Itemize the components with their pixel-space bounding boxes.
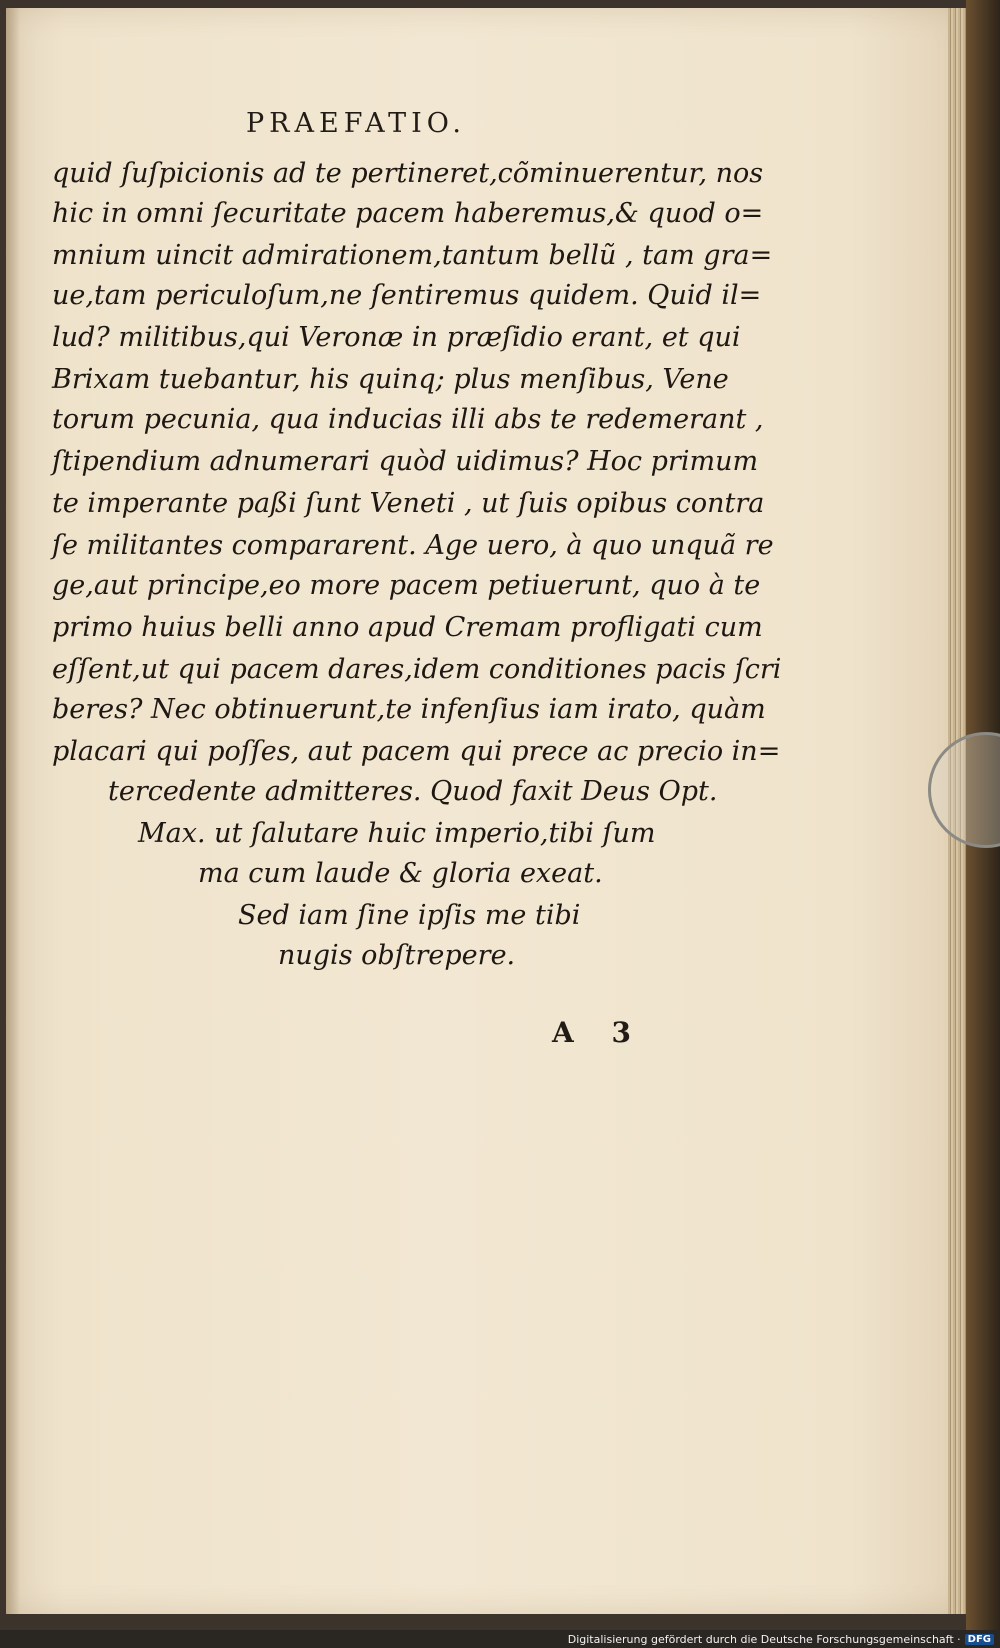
digitization-footer (568, 1633, 994, 1646)
text-line: lud? militibus,qui Veronæ in præſidio erant, et qui (52, 322, 741, 353)
text-line: Brixam tuebantur, his quinq; plus menſibus, Vene (52, 364, 729, 395)
text-line: Sed iam ſine ipſis me tibi (238, 900, 581, 931)
page-heading: PRAEFATIO. (246, 108, 466, 139)
signature-mark: A 3 (552, 1016, 645, 1049)
text-line: beres? Nec obtinuerunt,te infenſius iam irato, quàm (52, 694, 766, 725)
text-line: mnium uincit admirationem,tantum bellũ , tam gra= (52, 240, 773, 271)
text-line: ſe militantes compararent. Age uero, à quo unquã re (52, 530, 774, 561)
text-line: tercedente admitteres. Quod faxit Deus Opt. (108, 776, 718, 807)
text-line: ſtipendium adnumerari quòd uidimus? Hoc primum (52, 446, 759, 477)
text-line: torum pecunia, qua inducias illi abs te redemerant , (52, 404, 764, 435)
text-line: nugis obſtrepere. (278, 940, 516, 971)
text-line: ma cum laude & gloria exeat. (198, 858, 603, 889)
text-line: primo huius belli anno apud Cremam profligati cum (52, 612, 763, 643)
text-line: hic in omni ſecuritate pacem haberemus,& quod o= (52, 198, 764, 229)
text-line: te imperante paßi ſunt Veneti , ut ſuis opibus contra (52, 488, 765, 519)
text-line: quid ſuſpicionis ad te pertineret,cõminuerentur, nos (52, 158, 764, 189)
text-line: eſſent,ut qui pacem dares,idem conditiones pacis ſcri (52, 654, 782, 685)
text-line: ue,tam periculoſum,ne ſentiremus quidem. Quid il= (52, 280, 762, 311)
footer-text: Digitalisierung gefördert durch die Deutsche Forschungsgemeinschaft · (567, 1633, 961, 1646)
text-line: Max. ut ſalutare huic imperio,tibi ſum (138, 818, 656, 849)
text-line: placari qui poſſes, aut pacem qui prece ac precio in= (52, 736, 781, 767)
dfg-logo: DFG (965, 1634, 994, 1645)
text-line: ge,aut principe,eo more pacem petiuerunt, quo à te (52, 570, 761, 601)
page-gutter-shadow (6, 8, 20, 1614)
